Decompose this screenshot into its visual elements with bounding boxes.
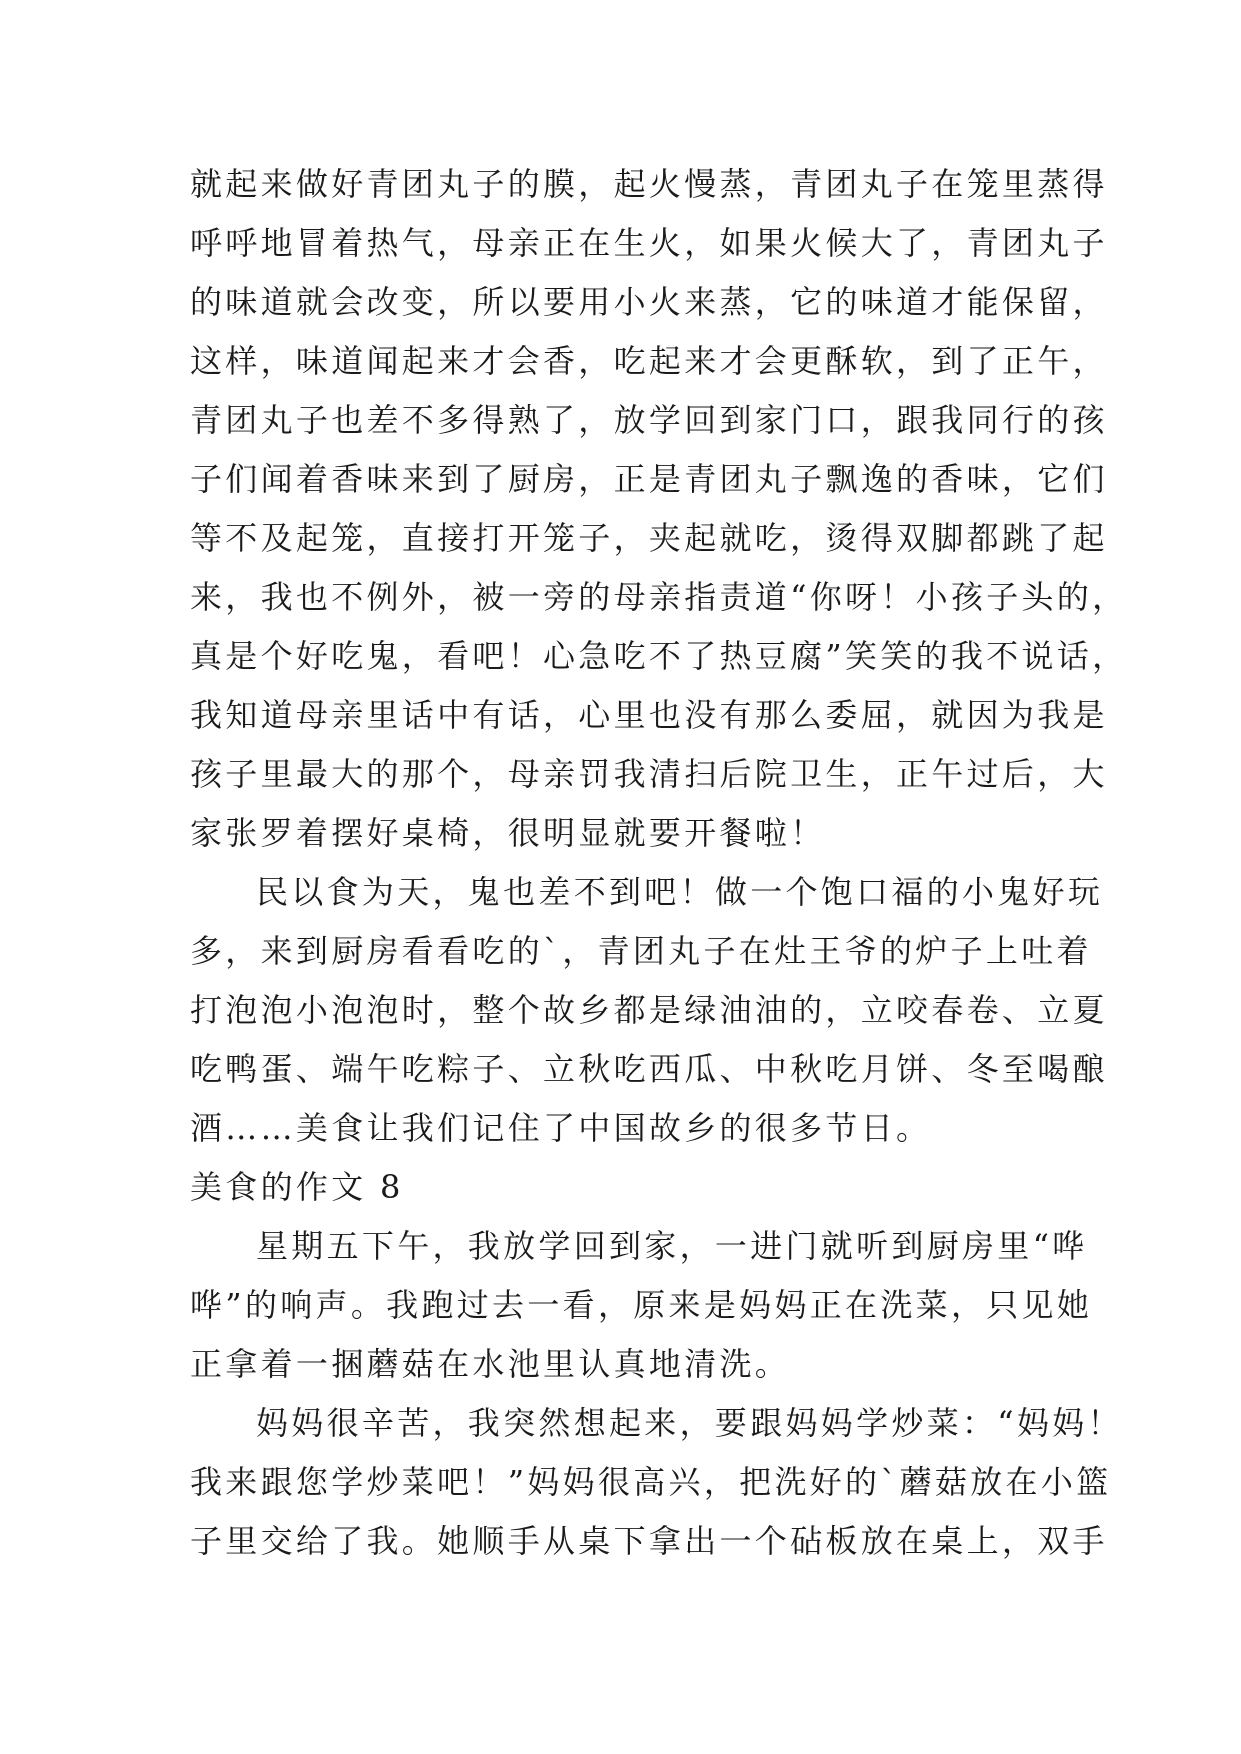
text-line: 哗”的响声。我跑过去一看，原来是妈妈正在洗菜，只见她 [190,1286,1093,1324]
text-line: 这样，味道闻起来才会香，吃起来才会更酥软，到了正午， [190,342,1108,380]
text-line: 家张罗着摆好桌椅，很明显就要开餐啦！ [190,814,826,852]
text-line: 等不及起笼，直接打开笼子，夹起就吃，烫得双脚都跳了起 [190,519,1108,557]
text-line: 真是个好吃鬼，看吧！心急吃不了热豆腐”笑笑的我不说话， [190,637,1128,675]
text-line: 我来跟您学炒菜吧！”妈妈很高兴，把洗好的`蘑菇放在小篮 [190,1463,1112,1501]
text-line: 民以食为天，鬼也差不到吧！做一个饱口福的小鬼好玩 [256,873,1104,911]
text-line: 来，我也不例外，被一旁的母亲指责道“你呀！小孩子头的， [190,578,1128,616]
text-line: 我知道母亲里话中有话，心里也没有那么委屈，就因为我是 [190,696,1108,734]
text-line: 子们闻着香味来到了厨房，正是青团丸子飘逸的香味，它们 [190,460,1108,498]
text-line: 吃鸭蛋、端午吃粽子、立秋吃西瓜、中秋吃月饼、冬至喝酿 [190,1050,1108,1088]
text-line: 酒……美食让我们记住了中国故乡的很多节日。 [190,1109,932,1147]
text-line: 星期五下午，我放学回到家，一进门就听到厨房里“哗 [256,1227,1088,1265]
text-line: 美食的作文 8 [190,1168,404,1206]
text-line: 孩子里最大的那个，母亲罚我清扫后院卫生，正午过后，大 [190,755,1108,793]
document-body [190,155,1128,1571]
text-line: 妈妈很辛苦，我突然想起来，要跟妈妈学炒菜：“妈妈！ [256,1404,1123,1442]
text-line: 多，来到厨房看看吃的`，青团丸子在灶王爷的炉子上吐着 [190,932,1092,970]
text-line: 正拿着一捆蘑菇在水池里认真地清洗。 [190,1345,791,1383]
text-line: 打泡泡小泡泡时，整个故乡都是绿油油的，立咬春卷、立夏 [190,991,1108,1029]
text-line: 青团丸子也差不多得熟了，放学回到家门口，跟我同行的孩 [190,401,1108,439]
text-line: 子里交给了我。她顺手从桌下拿出一个砧板放在桌上，双手 [190,1522,1108,1560]
text-line: 的味道就会改变，所以要用小火来蒸，它的味道才能保留， [190,283,1108,321]
text-line: 就起来做好青团丸子的膜，起火慢蒸，青团丸子在笼里蒸得 [190,165,1108,203]
text-line: 呼呼地冒着热气，母亲正在生火，如果火候大了，青团丸子 [190,224,1108,262]
